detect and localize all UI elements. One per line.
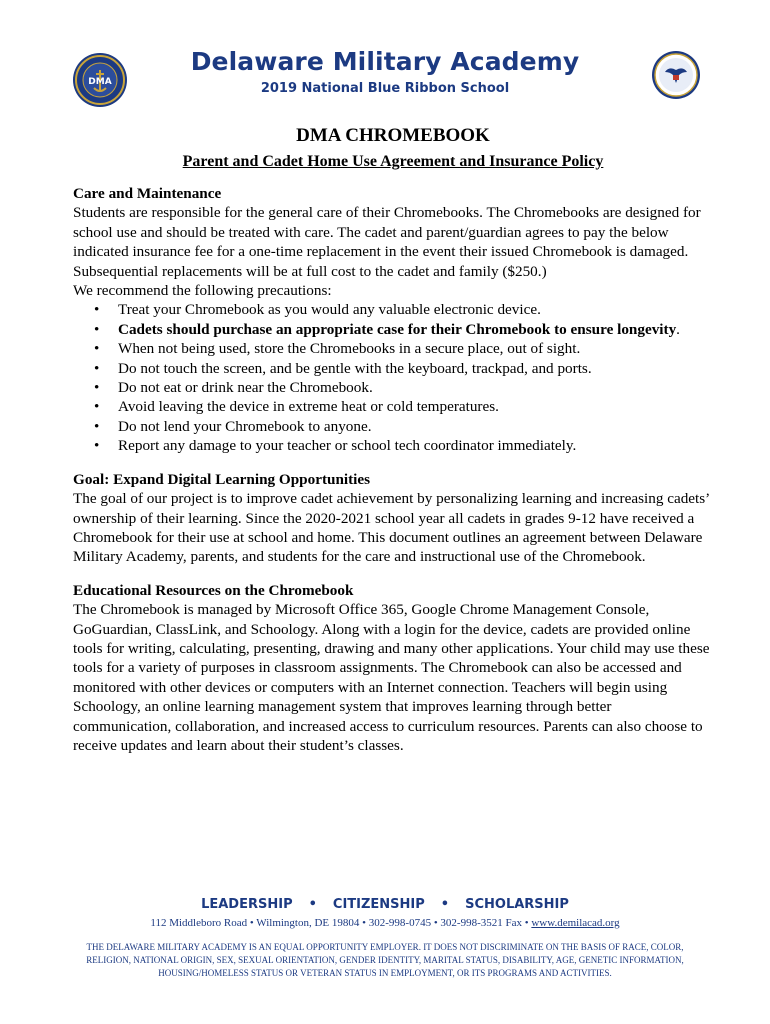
care-heading: Care and Maintenance — [73, 185, 222, 202]
document-body — [73, 125, 713, 755]
motto-scholarship: SCHOLARSHIP — [465, 897, 569, 912]
school-name: Delaware Military Academy — [190, 47, 580, 76]
eeo-statement: THE DELAWARE MILITARY ACADEMY IS AN EQUAL OPPORTUNITY EMPLOYER. IT DOES NOT DISCRIMINATE ON THE BASIS OF RACE, COLOR, RELIGION, NATIONAL ORIGIN, SEX, SEXUAL ORIENTATION, GENDER IDENTITY, MARITAL STATUS, DISABILITY, AGE, GENETIC INFORMATION, HOUSING/HOMELESS STATUS OR VETERAN STATUS IN EMPLOYMENT, OR ITS PROGRAMS AND ACTIVITIES. — [86, 942, 684, 978]
eagle-seal-logo — [651, 50, 701, 100]
list-item-suffix: . — [676, 320, 680, 338]
list-item: • Do not lend your Chromebook to anyone. — [118, 417, 713, 436]
motto-citizenship: CITIZENSHIP — [332, 897, 425, 912]
letterhead — [0, 0, 770, 120]
list-item: • Avoid leaving the device in extreme heat or cold temperatures. — [118, 397, 713, 416]
motto-leadership: LEADERSHIP — [201, 897, 293, 912]
care-paragraph: Students are responsible for the general care of their Chromebooks. The Chromebooks are designed for school use and should be treated with care. The cadet and parent/guardian agrees to pay the below indicated insurance fee for a one-time replacement in the event their issued Chromebook is damaged. Subsequential replacements will be at full cost to the cadet and family ($250.) — [73, 204, 701, 280]
motto-separator: • — [440, 897, 450, 912]
motto-separator: • — [308, 897, 317, 912]
address-text: 112 Middleboro Road • Wilmington, DE 19804 • 302-998-0745 • 302-998-3521 Fax • — [150, 917, 532, 929]
document-subtitle: Parent and Cadet Home Use Agreement and Insurance Policy — [182, 153, 604, 170]
precautions-list — [73, 300, 713, 455]
list-item: • Do not eat or drink near the Chromebook. — [118, 378, 713, 397]
list-item: • Do not touch the screen, and be gentle with the keyboard, trackpad, and ports. — [118, 359, 713, 378]
list-item: • When not being used, store the Chromebooks in a secure place, out of sight. — [118, 339, 713, 358]
list-item-bold: Cadets should purchase an appropriate case for their Chromebook to ensure longevity — [118, 320, 677, 338]
footer-motto — [0, 897, 770, 912]
resources-paragraph: The Chromebook is managed by Microsoft Office 365, Google Chrome Management Console, GoGuardian, ClassLink, and Schoology. Along with a login for the device, cadets are provided online tools for writing, calculating, presenting, drawing and many other applications. Your child may use these tools for a variety of purposes in classroom assignments. The Chromebook can also be accessed and monitored with other devices or computers with an Internet connection. Teachers will begin using Schoology, an online learning management system that improves learning through better communication, collaboration, and increased access to curriculum resources. Parents can also choose to receive updates and learn about their student’s classes. — [73, 601, 710, 754]
list-item — [118, 320, 713, 339]
website-link[interactable]: www.demilacad.org — [531, 917, 620, 929]
footer-address — [0, 917, 770, 929]
precautions-intro: We recommend the following precautions: — [73, 282, 332, 300]
document-title: DMA CHROMEBOOK — [296, 125, 490, 146]
list-item: • Treat your Chromebook as you would any valuable electronic device. — [118, 300, 713, 319]
seal-text: DMA — [88, 77, 112, 87]
school-subtitle: 2019 National Blue Ribbon School — [260, 81, 510, 96]
goal-heading: Goal: Expand Digital Learning Opportunities — [73, 470, 371, 488]
list-item: • Report any damage to your teacher or school tech coordinator immediately. — [118, 436, 713, 455]
resources-heading: Educational Resources on the Chromebook — [73, 581, 354, 599]
goal-paragraph: The goal of our project is to improve cadet achievement by personalizing learning and increasing cadets’ ownership of their learning. Since the 2020-2021 school year all cadets in grades 9-12 have received a Chromebook for their use at school and home. This document outlines an agreement between Delaware Military Academy, parents, and students for the care and instructional use of the Chromebook. — [73, 490, 710, 566]
